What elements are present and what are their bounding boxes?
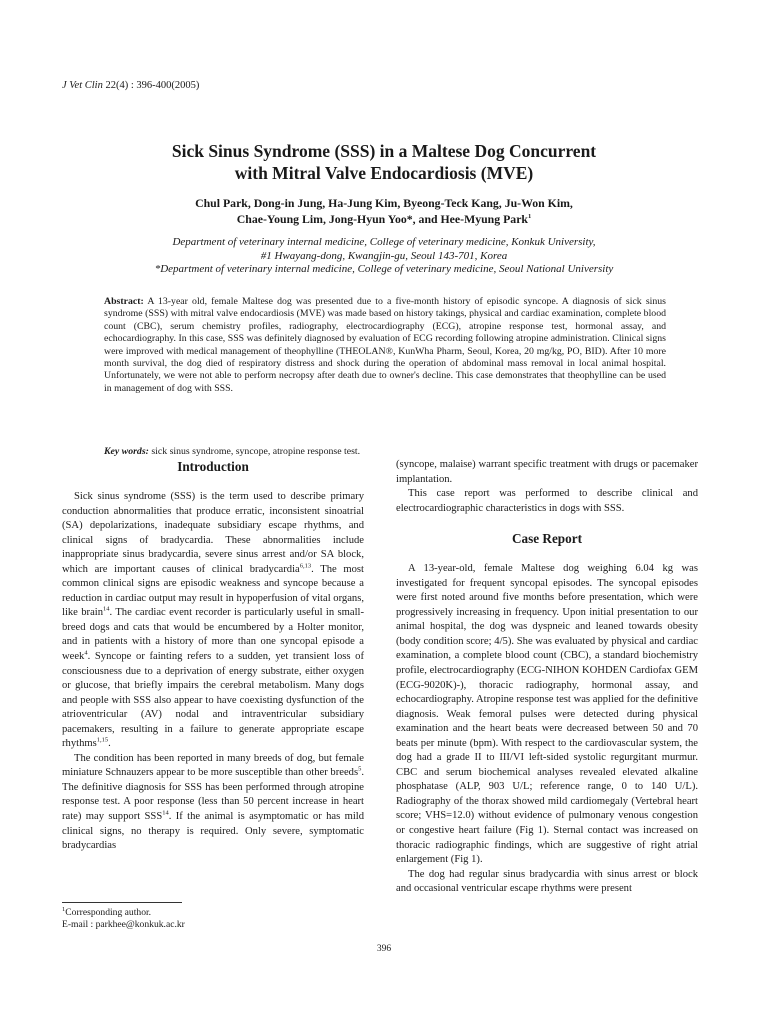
- footnote-email: E-mail : parkhee@konkuk.ac.kr: [62, 918, 185, 930]
- author-list: [60, 196, 708, 227]
- abstract-text: A 13-year old, female Maltese dog was presented due to a five-month history of episodic syncope. A diagnosis of sick sinus syndrome (SSS) with mitral valve endocardiosis (MVE) was made based on history takings, physical and cardiac examination, complete blood count (CBC), serum chemistry profiles, radiography, electrocardiography (ECG), atropine response test, hormonal assay, and echocardiography. In this case, SSS was definitely diagnosed by evaluation of ECG recording following atropine administration. Clinical signs were improved with medical management of theophylline (THEOLAN®, KunWha Pharm, Seoul, Korea, 20 mg/kg, PO, BID). After 10 more month survival, the dog died of respiratory distress and shock during the operation of abdominal mass removal in local animal hospital. Unfortunately, we were not able to perform necropsy after death due to owner's decline. This case demonstrates that theophylline can be used in management of dog with SSS.: [104, 296, 666, 394]
- introduction-paragraph-1: Sick sinus syndrome (SSS) is the term used to describe primary conduction abnormalities that produce erratic, inconsistent sinoatrial (SA) depolarizations, inadequate subsidiary escape rhythms, and clinical signs of bradycardia. These abnormalities include inappropriate sinus bradycardia, severe sinus arrest and/or SA block, which are important causes of clinical bradycardia$^{6,13}$. The most common clinical signs are episodic weakness and syncope because a reduction in cardiac output may result in hypoperfusion of vital organs, like brain$^{14}$. The cardiac event recorder is particularly useful in small-breed dogs and cats that would be encumbered by a Holter monitor, and in patients with a history of more than one syncopal episode a week$^4$. Syncope or fainting refers to a sudden, yet transient loss of consciousness due to a deprivation of energy substrate, either oxygen or glucose, that briefly impairs the cerebral metabolism. Many dogs and people with SSS also appear to have coexisting dysfunction of the atrioventricular (AV) nodal and intraventricular subsidiary pacemakers, resulting in a failure to generate appropriate escape rhythms$^{1,15}$.: [62, 491, 364, 750]
- page-number: 396: [376, 944, 392, 954]
- journal-name: J Vet Clin: [62, 80, 103, 91]
- authors-line-1: Chul Park, Dong-in Jung, Ha-Jung Kim, Byeong-Teck Kang, Ju-Won Kim,: [195, 196, 573, 210]
- abstract: [104, 296, 666, 395]
- keywords: [104, 446, 666, 458]
- introduction-continuation: (syncope, malaise) warrant specific treatment with drugs or pacemaker implantation.: [396, 459, 698, 485]
- case-report-heading: Case Report: [512, 531, 582, 547]
- title-line-2: with Mitral Valve Endocardiosis (MVE): [234, 163, 534, 183]
- introduction-heading: Introduction: [177, 459, 249, 474]
- affiliation-line-3: *Department of veterinary internal medicine, College of veterinary medicine, Seoul National University: [154, 263, 614, 275]
- case-report-paragraph-2: The dog had regular sinus bradycardia with sinus arrest or block and occasional ventricular escape rhythms were present: [396, 868, 698, 895]
- journal-reference: [62, 80, 199, 91]
- keywords-text: sick sinus syndrome, syncope, atropine response test.: [148, 446, 361, 457]
- affiliation-line-1: Department of veterinary internal medicine, College of veterinary medicine, Konkuk University,: [172, 236, 596, 248]
- paper-title: [60, 140, 708, 184]
- authors-line-2: Chae-Young Lim, Jong-Hyun Yoo*, and Hee-Myung Park$^1$: [236, 211, 532, 226]
- introduction-paragraph-2: The condition has been reported in many breeds of dog, but female miniature Schnauzers appear to be more susceptible than other breeds$^5$. The definitive diagnosis for SSS has been performed through atropine response test. A poor response (less than 50 percent increase in heart rate) may support SSS$^{14}$. If the animal is asymptomatic or has mild clinical signs, no therapy is required. Only severe, symptomatic bradycardias: [62, 752, 365, 852]
- abstract-label: Abstract:: [104, 296, 144, 307]
- introduction-paragraph-3: This case report was performed to describe clinical and electrocardiographic characteristics in dogs with SSS.: [396, 488, 698, 514]
- title-line-1: Sick Sinus Syndrome (SSS) in a Maltese Dog Concurrent: [171, 141, 597, 161]
- right-column: [396, 458, 698, 897]
- footnote-line-1: $^1$Corresponding author.: [62, 905, 152, 918]
- affiliation-line-2: #1 Hwayang-dong, Kwangjin-gu, Seoul 143-701, Korea: [260, 249, 508, 262]
- journal-volume: 22(4) : 396-400(2005): [102, 80, 200, 91]
- footnote-divider: [62, 902, 182, 903]
- left-column: [62, 458, 364, 854]
- case-report-paragraph-1: A 13-year-old, female Maltese dog weighing 6.04 kg was investigated for frequent syncopal episodes. The syncopal episodes were first noted around five months before presentation, which were progressively increasing in frequency. Upon initial presentation to our animal hospital, the dog was dyspneic and leaned towards obesity (body condition score; 4/5). She was evaluated by physical and cardiac examination, a complete blood count (CBC), a standard biochemistry profile, electrocardiography (ECG-NIHON KOHDEN Cardiofax GEM (ECG-9020K)-), thoracic radiography, hormonal assay, and echocardiography. Atropine response test was applied for the definitive diagnosis. Weak femoral pulses were detected during physical examination and the heart beats were decreased between 50 and 70 beats per minute (bpm). With respect to the cardiovascular system, the dog had a grade II to III/VI left-sided systolic regurgitant murmur. CBC and serum biochemical analyses revealed elevated alkaline phosphatase (ALP, 903 U/L; reference range, 0 to 140 U/L). Radiography of the thorax showed mild cardiomegaly (Vertebral heart score; VHS=12.0) without evidence of pulmonary venous congestion or congestive heart failure (Fig 1). Sternal contact was increased on thoracic radiographic findings, which are suggestive of right atrial enlargement (Fig 1).: [396, 563, 698, 866]
- keywords-label: Key words:: [104, 446, 149, 457]
- affiliations: [60, 236, 708, 277]
- footnote: [62, 907, 185, 930]
